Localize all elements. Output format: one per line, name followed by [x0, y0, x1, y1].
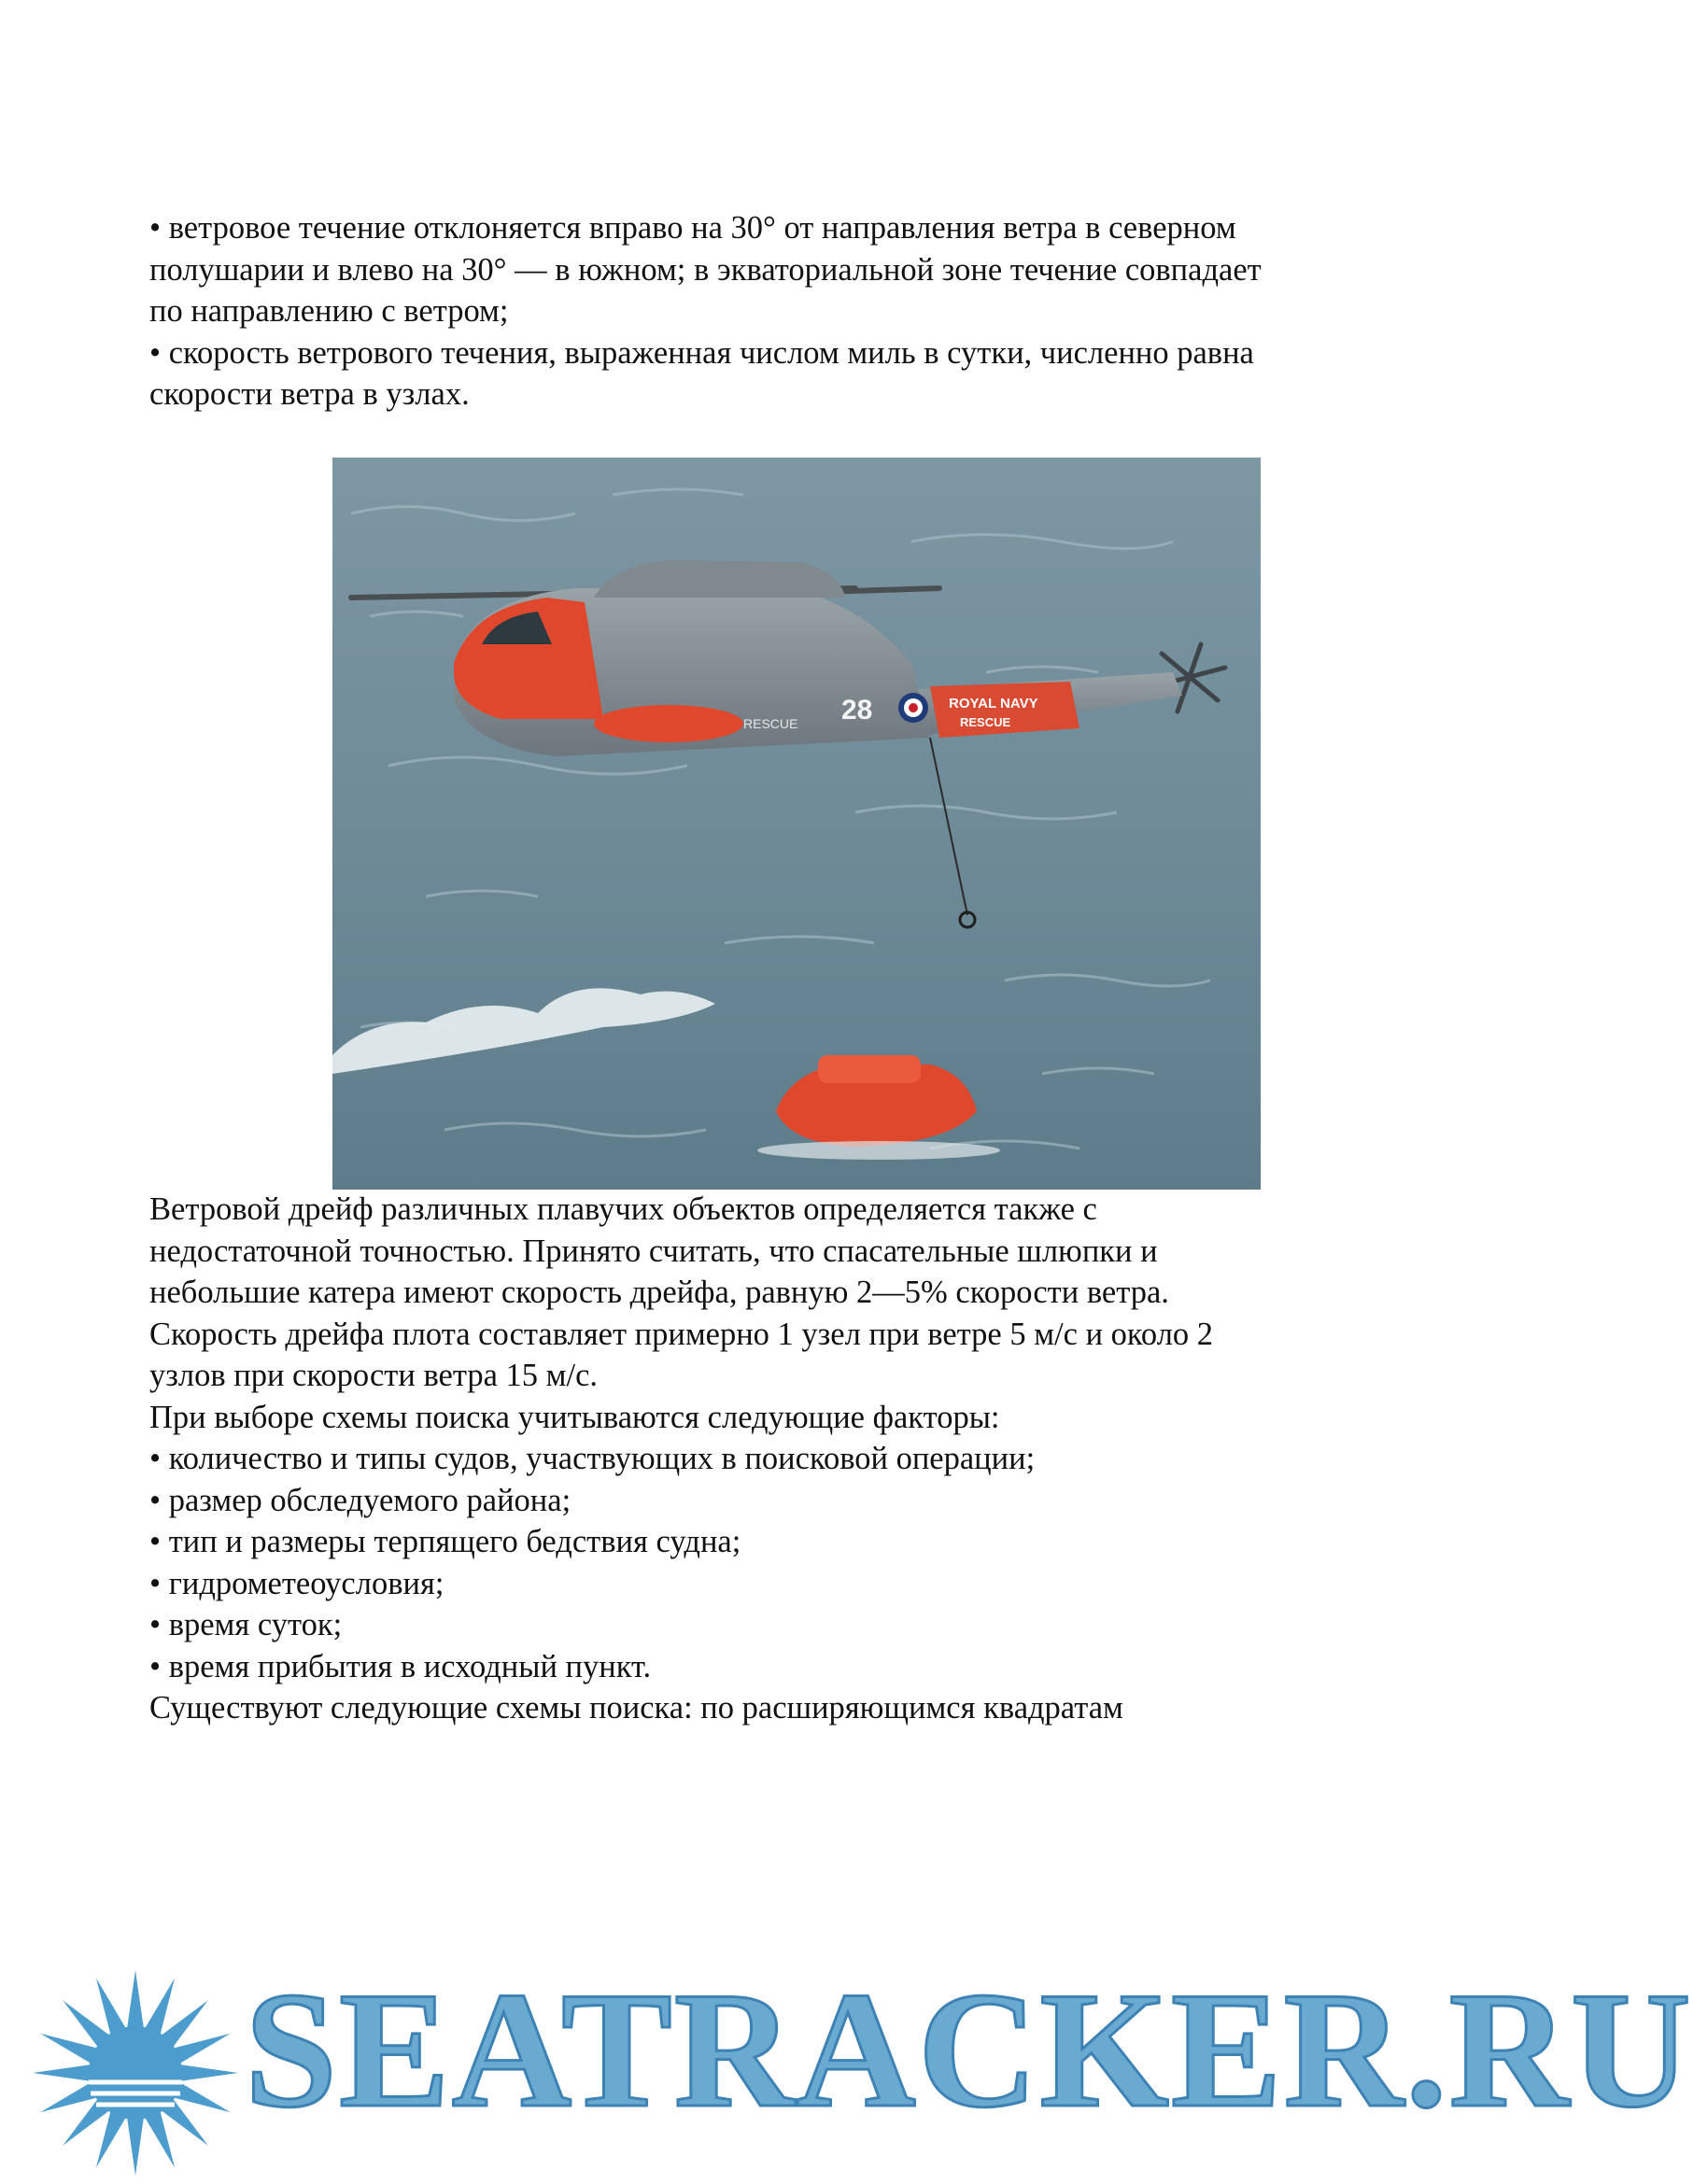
- paragraph-line: • тип и размеры терпящего бедствия судна;: [149, 1524, 741, 1559]
- helicopter-side-label: RESCUE: [743, 716, 798, 731]
- helicopter-sponson: [594, 705, 743, 742]
- paragraph-line: • гидрометеоусловия;: [149, 1565, 444, 1601]
- paragraph-line: • время суток;: [149, 1607, 343, 1642]
- site-logo-text: SEATRACKER.RU: [245, 1957, 1693, 2142]
- paragraph-line: недостаточной точностью. Принято считать, что спасательные шлюпки и: [149, 1233, 1158, 1269]
- bottom-text-block: [149, 1189, 1457, 1729]
- paragraph-line: Скорость дрейфа плота составляет примерно 1 узел при ветре 5 м/с и около 2: [149, 1316, 1214, 1352]
- helicopter-tail-label-2: RESCUE: [960, 715, 1011, 729]
- top-text-block: [149, 207, 1457, 416]
- roundel-inner: [909, 703, 918, 712]
- paragraph-line: • количество и типы судов, участвующих в поисковой операции;: [149, 1441, 1036, 1476]
- lifeboat-canopy: [818, 1055, 921, 1083]
- paragraph-line: • размер обследуемого района;: [149, 1482, 571, 1518]
- lifeboat-wake: [757, 1141, 1000, 1160]
- helicopter-tail-label-1: ROYAL NAVY: [949, 696, 1038, 712]
- paragraph-line: Ветровой дрейф различных плавучих объектов определяется также с: [149, 1191, 1097, 1227]
- paragraph-line: узлов при скорости ветра 15 м/с.: [149, 1358, 599, 1393]
- paragraph-line: При выборе схемы поиска учитываются следующие факторы:: [149, 1399, 1000, 1435]
- rescue-helicopter-photo: [332, 458, 1261, 1190]
- paragraph-line: • ветровое течение отклоняется вправо на 30° от направления ветра в северном: [149, 210, 1236, 246]
- helicopter-number: 28: [841, 695, 873, 726]
- paragraph-line: скорости ветра в узлах.: [149, 376, 470, 412]
- paragraph-line: • скорость ветрового течения, выраженная числом миль в сутки, численно равна: [149, 334, 1254, 371]
- paragraph-line: небольшие катера имеют скорость дрейфа, равную 2—5% скорости ветра.: [149, 1275, 1169, 1310]
- paragraph-line: • время прибытия в исходный пункт.: [149, 1648, 652, 1684]
- paragraph-line: Существуют следующие схемы поиска: по расширяющимся квадратам: [149, 1690, 1123, 1726]
- paragraph-line: полушарии и влево на 30° — в южном; в экваториальной зоне течение совпадает: [149, 251, 1262, 288]
- paragraph-line: по направлению с ветром;: [149, 293, 509, 329]
